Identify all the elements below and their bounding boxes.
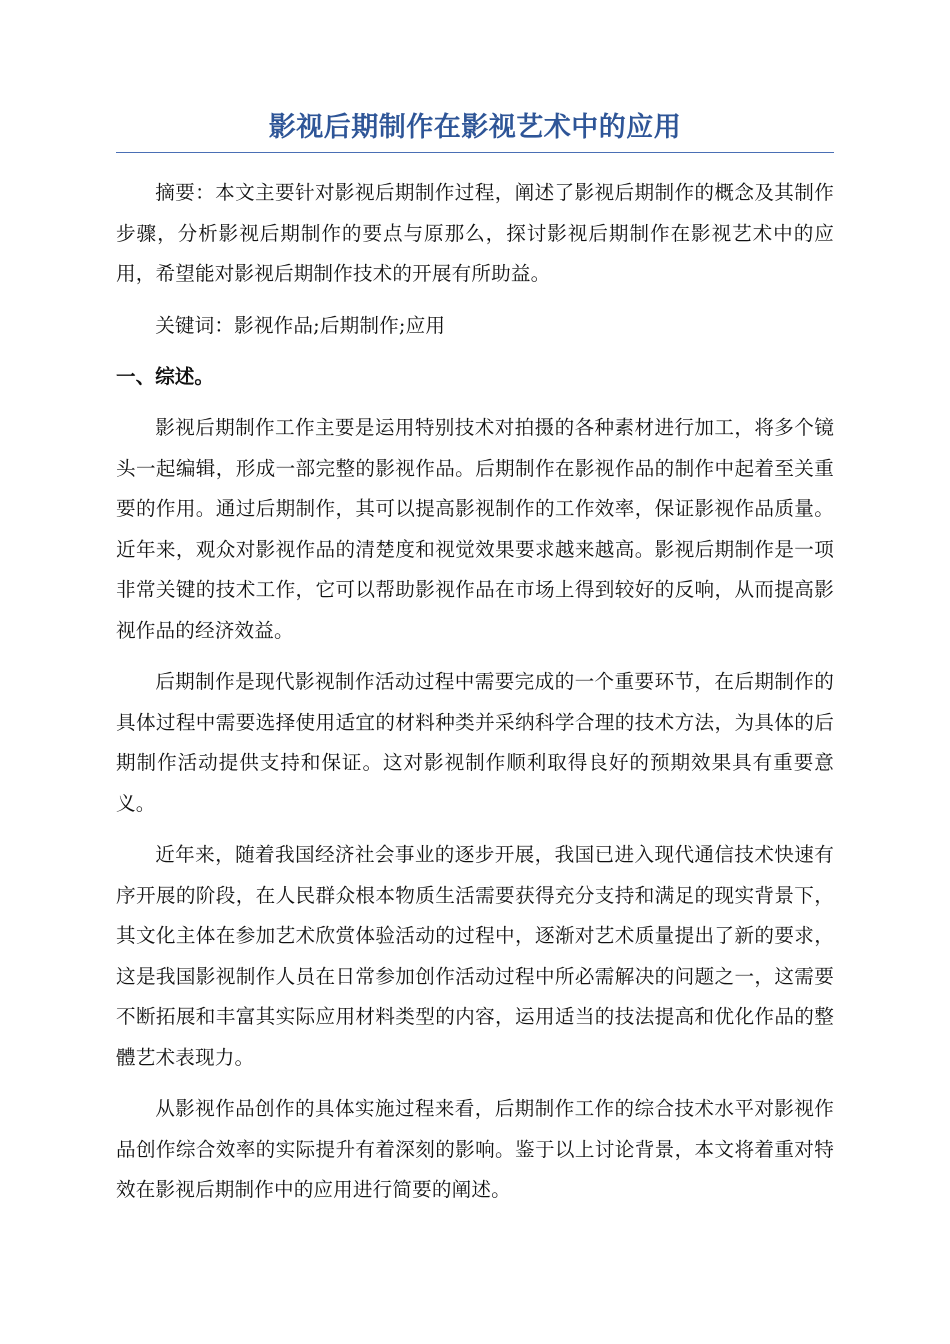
abstract-paragraph: 摘要：本文主要针对影视后期制作过程，阐述了影视后期制作的概念及其制作步骤，分析影视后期制作的要点与原那么，探讨影视后期制作在影视艺术中的应用，希望能对影视后期制作技术的开展有所助益。 xyxy=(116,181,834,285)
document-title: 影视后期制作在影视艺术中的应用 xyxy=(268,112,682,143)
body-paragraph-2: 后期制作是现代影视制作活动过程中需要完成的一个重要环节，在后期制作的具体过程中需要选择使用适宜的材料种类并采纳科学合理的技术方法，为具体的后期制作活动提供支持和保证。这对影视制作顺利取得良好的预期效果具有重要意义。 xyxy=(116,670,834,815)
body-paragraph-1: 影视后期制作工作主要是运用特别技术对拍摄的各种素材进行加工，将多个镜头一起编辑，形成一部完整的影视作品。后期制作在影视作品的制作中起着至关重要的作用。通过后期制作，其可以提高影视制作的工作效率，保证影视作品质量。近年来，观众对影视作品的清楚度和视觉效果要求越来越高。影视后期制作是一项非常关键的技术工作，它可以帮助影视作品在市场上得到较好的反响，从而提高影视作品的经济效益。 xyxy=(116,416,834,642)
title-underline xyxy=(116,152,834,153)
document-page xyxy=(116,108,834,1222)
keywords-paragraph: 关键词：影视作品;后期制作;应用 xyxy=(155,313,446,337)
body-paragraph-3: 近年来，随着我国经济社会事业的逐步开展，我国已进入现代通信技术快速有序开展的阶段，在人民群众根本物质生活需要获得充分支持和满足的现实背景下，其文化主体在参加艺术欣赏体验活动的过程中，逐渐对艺术质量提出了新的要求，这是我国影视制作人员在日常参加创作活动过程中所必需解决的问题之一，这需要不断拓展和丰富其实际应用材料类型的内容，运用适当的技法提高和优化作品的整體艺术表现力。 xyxy=(116,843,834,1069)
section-heading: 一、综述。 xyxy=(116,365,214,388)
body-paragraph-4: 从影视作品创作的具体实施过程来看，后期制作工作的综合技术水平对影视作品创作综合效率的实际提升有着深刻的影响。鉴于以上讨论背景，本文将着重对特效在影视后期制作中的应用进行简要的阐述。 xyxy=(116,1097,834,1201)
